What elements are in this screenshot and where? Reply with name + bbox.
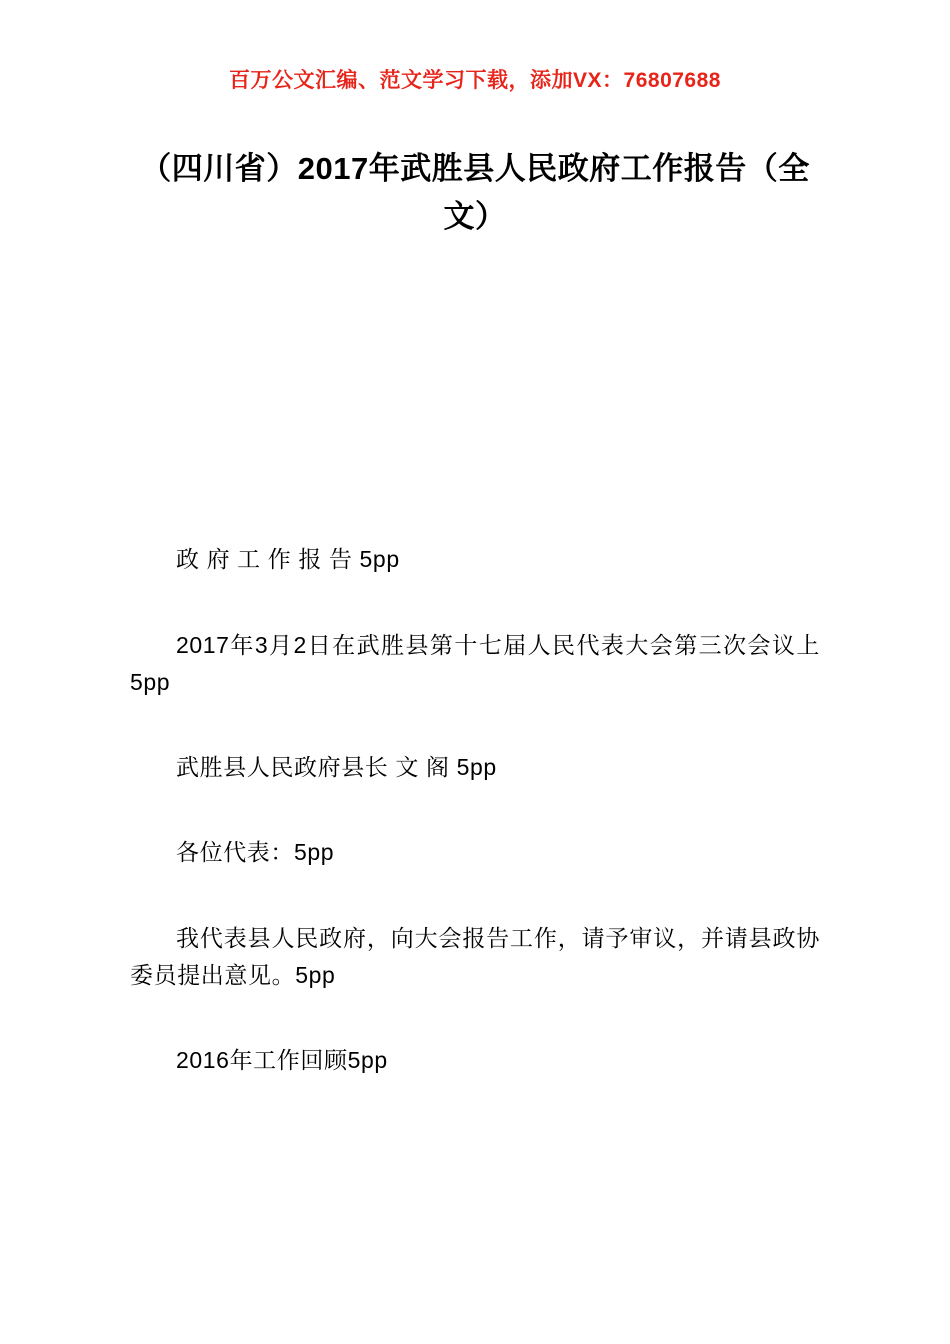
- paragraph-speaker-info: 武胜县人民政府县长 文 阁 5pp: [176, 754, 497, 781]
- promotional-banner: 百万公文汇编、范文学习下载，添加VX：76807688: [229, 69, 721, 92]
- document-body: [130, 541, 820, 1079]
- paragraph-section-review-2016: 2016年工作回顾5pp: [176, 1047, 388, 1074]
- paragraph-meeting-info: 2017年3月2日在武胜县第十七届人民代表大会第三次会议上5pp: [130, 631, 820, 695]
- page-title: （四川省）2017年武胜县人民政府工作报告（全文）: [140, 151, 810, 235]
- paragraph-report-heading: 政 府 工 作 报 告 5pp: [176, 546, 400, 573]
- paragraph-salutation: 各位代表：5pp: [176, 839, 335, 866]
- paragraph-opening-statement: 我代表县人民政府，向大会报告工作，请予审议，并请县政协委员提出意见。5pp: [130, 924, 820, 988]
